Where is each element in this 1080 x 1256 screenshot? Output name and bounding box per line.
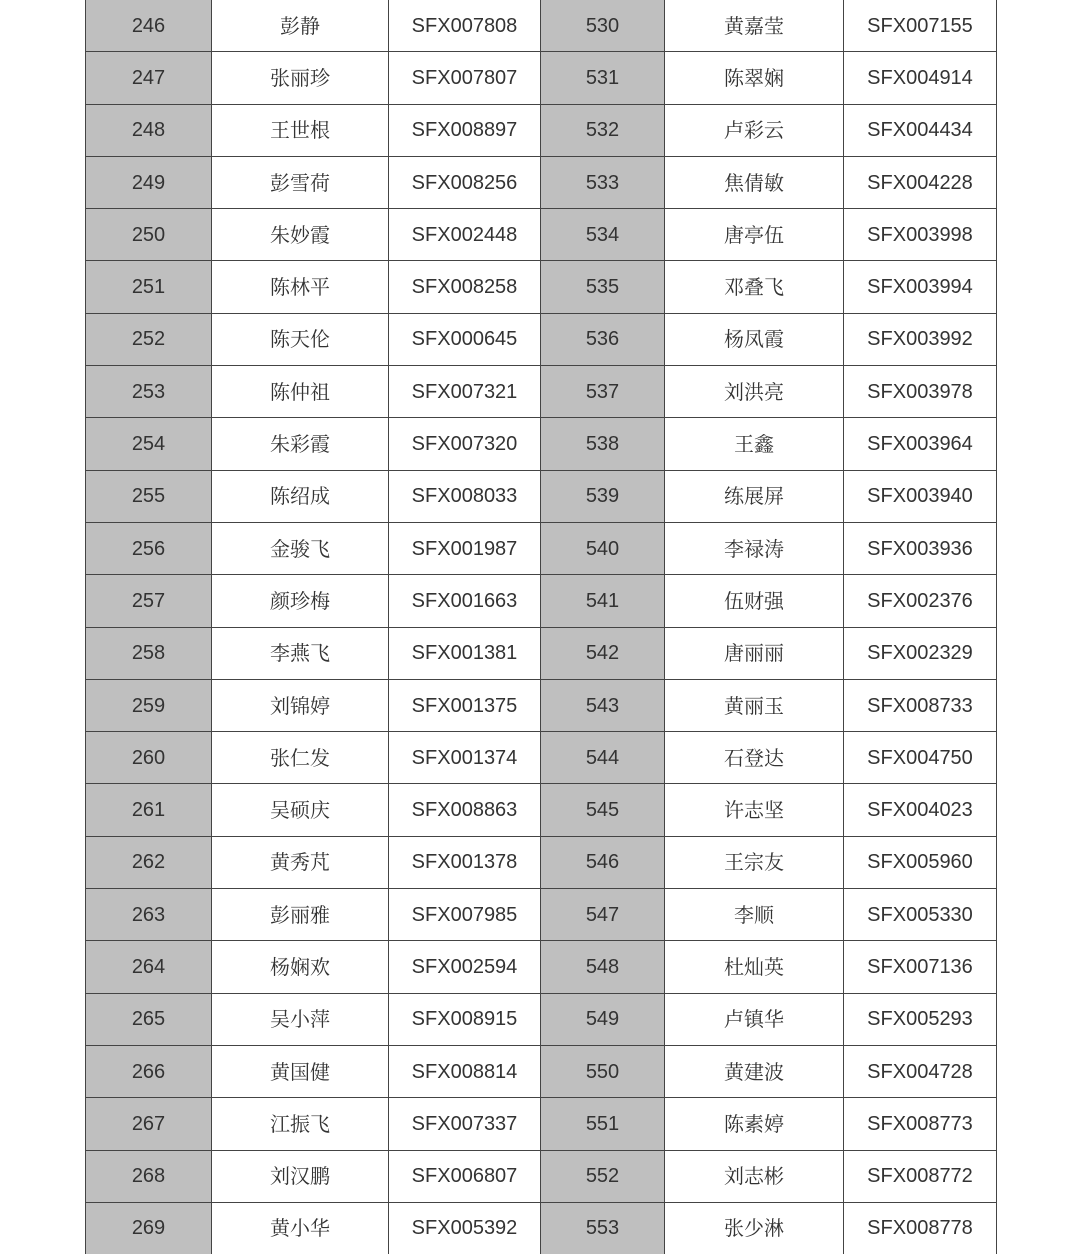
- right-person-name-cell: 唐丽丽: [665, 627, 844, 679]
- right-serial-number-cell: 551: [541, 1098, 665, 1150]
- right-member-code-cell: SFX008772: [844, 1150, 997, 1202]
- table-row: [86, 993, 997, 1045]
- right-serial-number-cell: 539: [541, 470, 665, 522]
- roster-table-body: [86, 0, 997, 1254]
- table-row: [86, 418, 997, 470]
- right-member-code-cell: SFX003940: [844, 470, 997, 522]
- left-person-name-cell: 陈绍成: [212, 470, 389, 522]
- right-serial-number-cell: 545: [541, 784, 665, 836]
- left-serial-number-cell: 255: [86, 470, 212, 522]
- right-member-code-cell: SFX004914: [844, 52, 997, 104]
- left-serial-number-cell: 257: [86, 575, 212, 627]
- left-person-name-cell: 江振飞: [212, 1098, 389, 1150]
- left-person-name-cell: 吴小萍: [212, 993, 389, 1045]
- right-person-name-cell: 杜灿英: [665, 941, 844, 993]
- right-serial-number-cell: 530: [541, 0, 665, 52]
- right-person-name-cell: 张少淋: [665, 1202, 844, 1254]
- left-serial-number-cell: 269: [86, 1202, 212, 1254]
- right-serial-number-cell: 537: [541, 366, 665, 418]
- left-member-code-cell: SFX000645: [389, 313, 541, 365]
- left-member-code-cell: SFX006807: [389, 1150, 541, 1202]
- left-member-code-cell: SFX007807: [389, 52, 541, 104]
- right-member-code-cell: SFX004728: [844, 1045, 997, 1097]
- left-person-name-cell: 朱妙霞: [212, 209, 389, 261]
- left-member-code-cell: SFX008258: [389, 261, 541, 313]
- left-serial-number-cell: 258: [86, 627, 212, 679]
- left-person-name-cell: 张仁发: [212, 732, 389, 784]
- right-member-code-cell: SFX005293: [844, 993, 997, 1045]
- right-serial-number-cell: 544: [541, 732, 665, 784]
- right-member-code-cell: SFX003978: [844, 366, 997, 418]
- right-member-code-cell: SFX008773: [844, 1098, 997, 1150]
- left-serial-number-cell: 250: [86, 209, 212, 261]
- table-row: [86, 156, 997, 208]
- left-person-name-cell: 王世根: [212, 104, 389, 156]
- right-serial-number-cell: 549: [541, 993, 665, 1045]
- right-member-code-cell: SFX007136: [844, 941, 997, 993]
- left-serial-number-cell: 253: [86, 366, 212, 418]
- table-row: [86, 679, 997, 731]
- left-serial-number-cell: 249: [86, 156, 212, 208]
- left-person-name-cell: 刘锦婷: [212, 679, 389, 731]
- left-serial-number-cell: 256: [86, 522, 212, 574]
- left-serial-number-cell: 264: [86, 941, 212, 993]
- left-member-code-cell: SFX008033: [389, 470, 541, 522]
- left-person-name-cell: 刘汉鹏: [212, 1150, 389, 1202]
- left-member-code-cell: SFX002594: [389, 941, 541, 993]
- table-row: [86, 52, 997, 104]
- left-person-name-cell: 黄小华: [212, 1202, 389, 1254]
- left-member-code-cell: SFX008814: [389, 1045, 541, 1097]
- left-member-code-cell: SFX001375: [389, 679, 541, 731]
- right-member-code-cell: SFX002376: [844, 575, 997, 627]
- right-member-code-cell: SFX003998: [844, 209, 997, 261]
- left-person-name-cell: 杨娴欢: [212, 941, 389, 993]
- left-serial-number-cell: 260: [86, 732, 212, 784]
- right-member-code-cell: SFX002329: [844, 627, 997, 679]
- table-row: [86, 470, 997, 522]
- left-person-name-cell: 陈仲祖: [212, 366, 389, 418]
- right-person-name-cell: 杨凤霞: [665, 313, 844, 365]
- left-person-name-cell: 朱彩霞: [212, 418, 389, 470]
- right-person-name-cell: 李禄涛: [665, 522, 844, 574]
- right-serial-number-cell: 531: [541, 52, 665, 104]
- right-person-name-cell: 练展屏: [665, 470, 844, 522]
- roster-table: [85, 0, 997, 1254]
- left-serial-number-cell: 247: [86, 52, 212, 104]
- table-row: [86, 209, 997, 261]
- left-serial-number-cell: 251: [86, 261, 212, 313]
- table-row: [86, 889, 997, 941]
- roster-sheet: [85, 0, 996, 1254]
- table-row: [86, 1150, 997, 1202]
- left-person-name-cell: 彭丽雅: [212, 889, 389, 941]
- table-row: [86, 941, 997, 993]
- table-row: [86, 1202, 997, 1254]
- right-serial-number-cell: 541: [541, 575, 665, 627]
- table-row: [86, 366, 997, 418]
- left-person-name-cell: 金骏飞: [212, 522, 389, 574]
- right-serial-number-cell: 536: [541, 313, 665, 365]
- left-serial-number-cell: 261: [86, 784, 212, 836]
- right-serial-number-cell: 550: [541, 1045, 665, 1097]
- right-person-name-cell: 许志坚: [665, 784, 844, 836]
- left-serial-number-cell: 265: [86, 993, 212, 1045]
- left-member-code-cell: SFX007808: [389, 0, 541, 52]
- left-member-code-cell: SFX007321: [389, 366, 541, 418]
- left-member-code-cell: SFX002448: [389, 209, 541, 261]
- left-serial-number-cell: 266: [86, 1045, 212, 1097]
- left-serial-number-cell: 267: [86, 1098, 212, 1150]
- table-row: [86, 261, 997, 313]
- table-row: [86, 627, 997, 679]
- left-member-code-cell: SFX001987: [389, 522, 541, 574]
- right-person-name-cell: 伍财强: [665, 575, 844, 627]
- right-serial-number-cell: 553: [541, 1202, 665, 1254]
- left-member-code-cell: SFX008897: [389, 104, 541, 156]
- right-person-name-cell: 陈素婷: [665, 1098, 844, 1150]
- left-person-name-cell: 颜珍梅: [212, 575, 389, 627]
- right-member-code-cell: SFX004434: [844, 104, 997, 156]
- right-member-code-cell: SFX003994: [844, 261, 997, 313]
- left-person-name-cell: 黄国健: [212, 1045, 389, 1097]
- right-serial-number-cell: 538: [541, 418, 665, 470]
- right-serial-number-cell: 547: [541, 889, 665, 941]
- table-row: [86, 313, 997, 365]
- right-person-name-cell: 卢镇华: [665, 993, 844, 1045]
- left-person-name-cell: 黄秀芃: [212, 836, 389, 888]
- table-row: [86, 104, 997, 156]
- right-person-name-cell: 黄丽玉: [665, 679, 844, 731]
- right-serial-number-cell: 533: [541, 156, 665, 208]
- right-member-code-cell: SFX005330: [844, 889, 997, 941]
- right-member-code-cell: SFX004023: [844, 784, 997, 836]
- right-person-name-cell: 陈翠娴: [665, 52, 844, 104]
- left-serial-number-cell: 262: [86, 836, 212, 888]
- right-person-name-cell: 刘志彬: [665, 1150, 844, 1202]
- right-person-name-cell: 邓叠飞: [665, 261, 844, 313]
- right-person-name-cell: 王宗友: [665, 836, 844, 888]
- right-serial-number-cell: 532: [541, 104, 665, 156]
- left-member-code-cell: SFX005392: [389, 1202, 541, 1254]
- right-serial-number-cell: 543: [541, 679, 665, 731]
- left-serial-number-cell: 263: [86, 889, 212, 941]
- right-member-code-cell: SFX003936: [844, 522, 997, 574]
- right-member-code-cell: SFX004228: [844, 156, 997, 208]
- left-member-code-cell: SFX001374: [389, 732, 541, 784]
- right-serial-number-cell: 535: [541, 261, 665, 313]
- left-serial-number-cell: 252: [86, 313, 212, 365]
- table-row: [86, 1098, 997, 1150]
- left-person-name-cell: 彭雪荷: [212, 156, 389, 208]
- right-member-code-cell: SFX007155: [844, 0, 997, 52]
- left-person-name-cell: 陈天伦: [212, 313, 389, 365]
- right-person-name-cell: 卢彩云: [665, 104, 844, 156]
- right-serial-number-cell: 546: [541, 836, 665, 888]
- left-serial-number-cell: 259: [86, 679, 212, 731]
- left-member-code-cell: SFX007320: [389, 418, 541, 470]
- left-person-name-cell: 彭静: [212, 0, 389, 52]
- left-member-code-cell: SFX001381: [389, 627, 541, 679]
- right-member-code-cell: SFX003964: [844, 418, 997, 470]
- right-member-code-cell: SFX005960: [844, 836, 997, 888]
- table-row: [86, 522, 997, 574]
- table-row: [86, 732, 997, 784]
- left-serial-number-cell: 246: [86, 0, 212, 52]
- right-serial-number-cell: 548: [541, 941, 665, 993]
- table-row: [86, 1045, 997, 1097]
- right-person-name-cell: 刘洪亮: [665, 366, 844, 418]
- right-member-code-cell: SFX008778: [844, 1202, 997, 1254]
- table-row: [86, 784, 997, 836]
- left-member-code-cell: SFX007985: [389, 889, 541, 941]
- right-serial-number-cell: 534: [541, 209, 665, 261]
- right-person-name-cell: 石登达: [665, 732, 844, 784]
- table-row: [86, 575, 997, 627]
- right-person-name-cell: 黄建波: [665, 1045, 844, 1097]
- left-member-code-cell: SFX008863: [389, 784, 541, 836]
- table-row: [86, 0, 997, 52]
- right-person-name-cell: 黄嘉莹: [665, 0, 844, 52]
- right-person-name-cell: 李顺: [665, 889, 844, 941]
- left-member-code-cell: SFX008915: [389, 993, 541, 1045]
- left-person-name-cell: 吴硕庆: [212, 784, 389, 836]
- left-member-code-cell: SFX001663: [389, 575, 541, 627]
- right-serial-number-cell: 542: [541, 627, 665, 679]
- right-serial-number-cell: 540: [541, 522, 665, 574]
- right-member-code-cell: SFX004750: [844, 732, 997, 784]
- right-serial-number-cell: 552: [541, 1150, 665, 1202]
- left-serial-number-cell: 248: [86, 104, 212, 156]
- left-serial-number-cell: 254: [86, 418, 212, 470]
- right-person-name-cell: 唐亭伍: [665, 209, 844, 261]
- left-member-code-cell: SFX001378: [389, 836, 541, 888]
- right-member-code-cell: SFX003992: [844, 313, 997, 365]
- right-person-name-cell: 焦倩敏: [665, 156, 844, 208]
- right-person-name-cell: 王鑫: [665, 418, 844, 470]
- left-person-name-cell: 陈林平: [212, 261, 389, 313]
- left-person-name-cell: 李燕飞: [212, 627, 389, 679]
- table-row: [86, 836, 997, 888]
- left-person-name-cell: 张丽珍: [212, 52, 389, 104]
- left-serial-number-cell: 268: [86, 1150, 212, 1202]
- left-member-code-cell: SFX008256: [389, 156, 541, 208]
- left-member-code-cell: SFX007337: [389, 1098, 541, 1150]
- right-member-code-cell: SFX008733: [844, 679, 997, 731]
